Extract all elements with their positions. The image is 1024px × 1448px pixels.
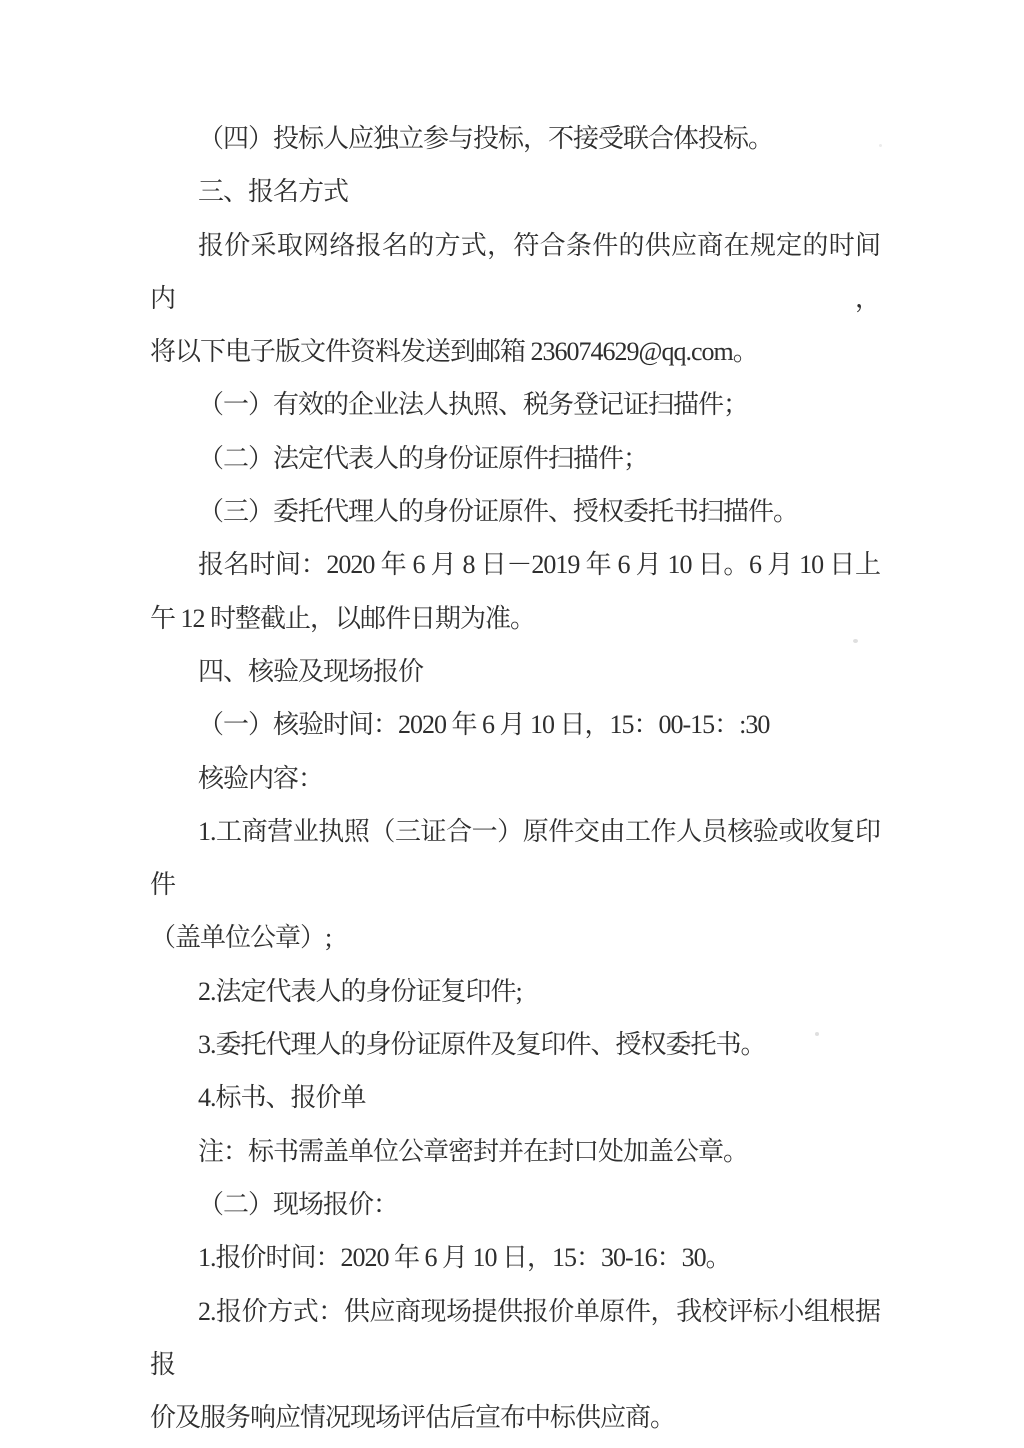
text-line: 1.工商营业执照（三证合一）原件交由工作人员核验或收复印件: [150, 816, 880, 900]
scan-noise-speck: [815, 1032, 819, 1036]
text-line: 午 12 时整截止，以邮件日期为准。: [150, 603, 536, 633]
text-line: 2.报价方式：供应商现场提供报价单原件，我校评标小组根据报: [150, 1296, 880, 1379]
text-line: 1.报价时间：2020 年 6 月 10 日，15：30-16：30。: [198, 1243, 731, 1273]
text-line: 4.标书、报价单: [198, 1083, 366, 1113]
text-line: 3.委托代理人的身份证原件及复印件、授权委托书。: [198, 1030, 766, 1060]
text-line: （二）法定代表人的身份证原件扫描件；: [198, 443, 649, 473]
text-line: （三）委托代理人的身份证原件、授权委托书扫描件。: [198, 497, 799, 527]
text-line: （一）有效的企业法人执照、税务登记证扫描件；: [198, 390, 749, 420]
text-line: 报名时间：2020 年 6 月 8 日－2019 年 6 月 10 日。6 月 10 日上: [198, 550, 880, 580]
text-line: 2.法定代表人的身份证复印件;: [198, 976, 522, 1006]
text-line: 价及服务响应情况现场评估后宣布中标供应商。: [150, 1403, 676, 1433]
scan-noise-speck: [853, 639, 858, 643]
document-body: [150, 112, 880, 1444]
scan-noise-speck: [879, 144, 882, 147]
text-line: 注：标书需盖单位公章密封并在封口处加盖公章。: [198, 1136, 749, 1166]
text-line: （二）现场报价：: [198, 1189, 399, 1219]
text-line: （盖单位公章）;: [150, 923, 332, 953]
section-heading-3: 三、报名方式: [198, 177, 349, 207]
text-line: 将以下电子版文件资料发送到邮箱 236074629@qq.com。: [150, 337, 758, 367]
text-line: （一）核验时间：2020 年 6 月 10 日，15：00-15：:30: [198, 710, 770, 740]
section-heading-4: 四、核验及现场报价: [198, 656, 424, 686]
text-line: 核验内容：: [198, 763, 324, 793]
text-line: （四）投标人应独立参与投标，不接受联合体投标。: [198, 124, 774, 153]
text-line: 报价采取网络报名的方式，符合条件的供应商在规定的时间内，: [150, 230, 880, 313]
